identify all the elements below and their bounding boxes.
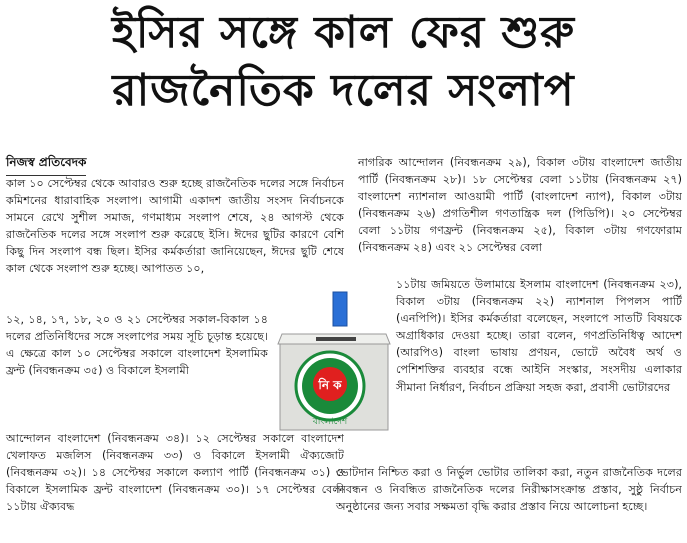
article-paragraph: কাল ১০ সেপ্টেম্বর থেকে আবারও শুরু হচ্ছে রাজনৈতিক দলের সঙ্গে নির্বাচন কমিশনের ধারাবাহিক সংলাপ। আগামী একাদশ জাতীয় সংসদ নির্বাচনকে সামনে রেখে সুশীল সমাজ, গণমাধ্যম সংলাপ শেষে, ২৪ আগস্ট থেকে রাজনৈতিক দলের সঙ্গে সংলাপ শুরু করেছে ইসি। ঈদের ছুটির কারণে বেশি কিছু দিন সংলাপ বন্ধ ছিল। ইসির কর্মকর্তারা জানিয়েছেন, ঈদের ছুটি শেষে কাল থেকে সংলাপ শুরু হচ্ছে। আপাতত ১০, [6,177,344,276]
article-paragraph: ১২, ১৪, ১৭, ১৮, ২০ ও ২১ সেপ্টেম্বর সকাল-বিকাল ১৪ দলের প্রতিনিধিদের সঙ্গে সংলাপের সময় সূচি চূড়ান্ত হয়েছে। এ ক্ষেত্রে কাল ১০ সেপ্টেম্বর সকালে বাংলাদেশ ইসলামিক ফ্রন্ট (নিবন্ধনক্রম ৩৫) ও বিকালে ইসলামী [6,313,268,378]
article-paragraph: ১১টায় জমিয়তে উলামায়ে ইসলাম বাংলাদেশ (নিবন্ধনক্রম ২৩), বিকাল ৩টায় (নিবন্ধনক্রম ২২) ন্যাশনাল পিপলস পার্টি (এনপিপি)। ইসির কর্মকর্তারা বলেছেন, সংলাপে সাতটি বিষয়কে অগ্রাধিকার দেওয়া হচ্ছে। তারা বলেন, গণপ্রতিনিধিত্ব আদেশ (আরপিও) বাংলা ভাষায় প্রণয়ন, ভোটে অবৈধ অর্থ ও পেশিশক্তির ব্যবহার বন্ধে আইনি সংস্কার, সংসদীয় এলাকার সীমানা নির্ধারণ, নির্বাচন প্রক্রিয়া সহজ করা, প্রবাসী ভোটারদের [396,278,682,394]
ballot-box-icon [276,290,392,432]
headline [0,4,687,120]
headline-line-2: রাজনৈতিক দলের সংলাপ [112,65,575,116]
headline-line-1: ইসির সঙ্গে কাল ফের শুরু [111,7,576,58]
article-column-right-bottom [336,464,682,515]
article-column-left-top [6,175,344,278]
article-column-right-top [358,154,682,257]
ballot-paper [333,292,347,326]
emblem-label: বাংলাদেশ [312,417,348,427]
ballot-box-illustration [276,290,392,432]
article-paragraph: আন্দোলন বাংলাদেশ (নিবন্ধনক্রম ৩৪)। ১২ সেপ্টেম্বর সকালে বাংলাদেশ খেলাফত মজলিস (নিবন্ধনক্রম ৩৩) ও বিকালে ইসলামী ঐক্যজোট (নিবন্ধনক্রম ৩২)। ১৪ সেপ্টেম্বর সকালে কল্যাণ পার্টি (নিবন্ধনক্রম ৩১) ও বিকালে ইসলামিক ফ্রন্ট বাংলাদেশ (নিবন্ধনক্রম ৩০)। ১৭ সেপ্টেম্বর বেলা ১১টায় ঐক্যবদ্ধ [6,432,344,514]
article-column-right-mid [396,276,682,396]
byline: নিজস্ব প্রতিবেদক [6,154,86,176]
box-slot [316,337,356,341]
article-column-left-bottom [6,430,344,515]
article-paragraph: নাগরিক আন্দোলন (নিবন্ধনক্রম ২৯), বিকাল ৩টায় বাংলাদেশ জাতীয় পার্টি (নিবন্ধনক্রম ২৮)। ১৮ সেপ্টেম্বর বেলা ১১টায় (নিবন্ধনক্রম ২৭) বাংলাদেশ ন্যাশনাল আওয়ামী পার্টি (বাংলাদেশ ন্যাপ), বিকাল ৩টায় (নিবন্ধনক্রম ২৬) প্রগতিশীল গণতান্ত্রিক দল (পিডিপি)। ২০ সেপ্টেম্বর বেলা ১১টায় গণফ্রন্ট (নিবন্ধনক্রম ২৫), বিকাল ৩টায় গণফোরাম (নিবন্ধনক্রম ২৪) এবং ২১ সেপ্টেম্বর বেলা [358,156,682,255]
article-paragraph: ভোটদান নিশ্চিত করা ও নির্ভুল ভোটার তালিকা করা, নতুন রাজনৈতিক দলের নিবন্ধন ও নিবন্ধিত রাজনৈতিক দলের নিরীক্ষাসংক্রান্ত প্রস্তাব, সুষ্ঠু নির্বাচন অনুষ্ঠানের জন্য সবার সক্ষমতা বৃদ্ধি করার প্রস্তাব নিয়ে আলোচনা হচ্ছে। [336,466,682,514]
article-column-left-mid [6,311,268,379]
emblem-letters: নি ক [318,378,342,392]
